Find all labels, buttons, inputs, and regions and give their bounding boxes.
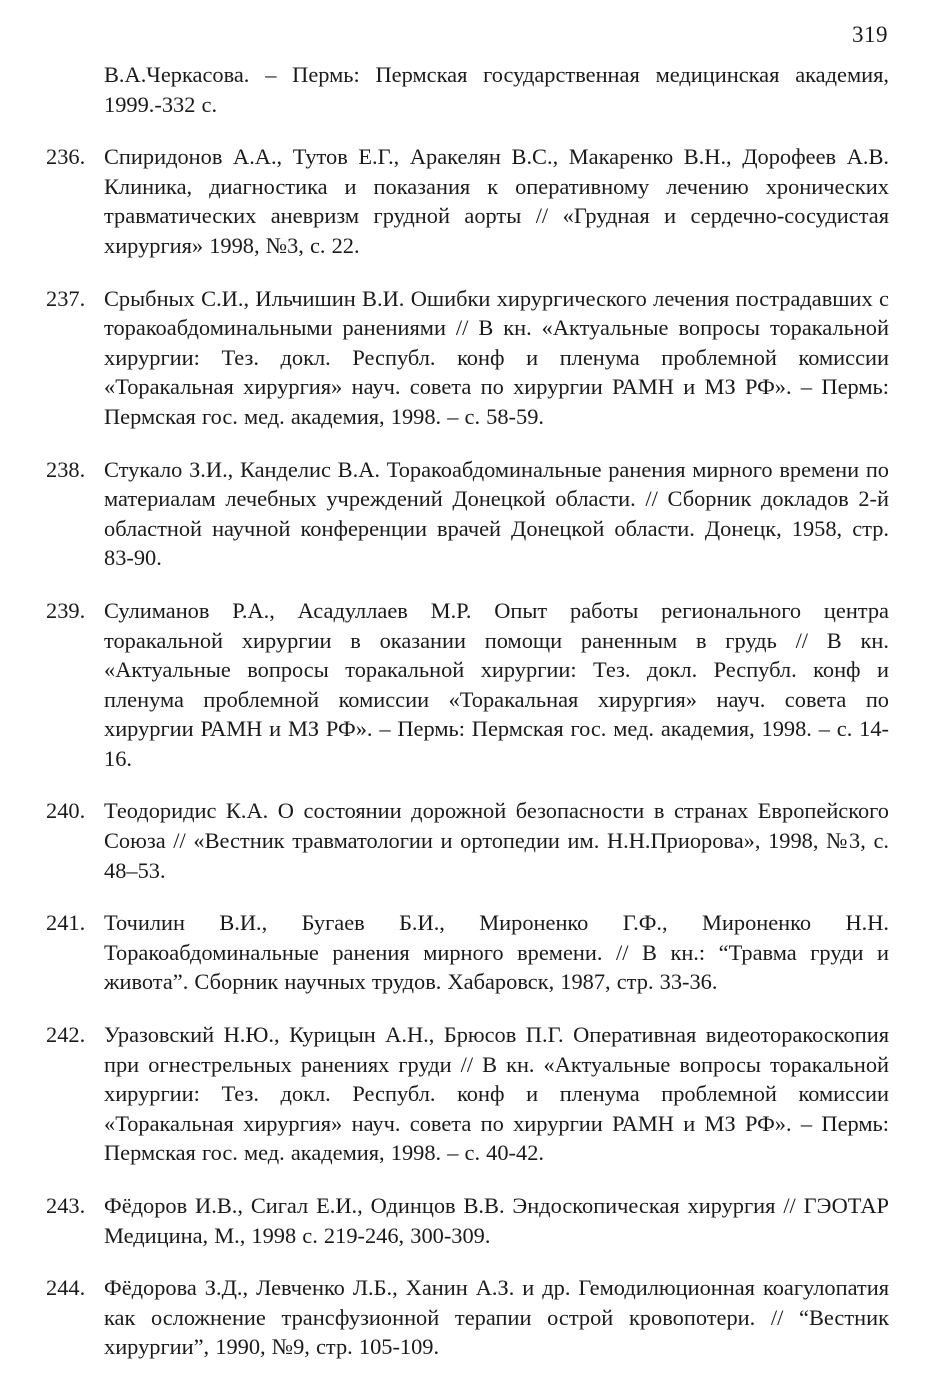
reference-number: 238. [46, 456, 86, 482]
reference-entry-241 [46, 908, 889, 997]
reference-entry-239 [46, 596, 889, 774]
reference-text: Уразовский Н.Ю., Курицын А.Н., Брюсов П.Г. Оперативная видеоторакоскопия при огнестрельных ранениях груди // В кн. «Актуальные вопросы торакальной хирургии: Тез. докл. Республ. конф и пленума проблемной комиссии «Торакальная хирургия» науч. совета по хирургии РАМН и МЗ РФ». – Пермь: Пермская гос. мед. академия, 1998. – с. 40-42. [104, 1022, 889, 1166]
reference-text: В.А.Черкасова. – Пермь: Пермская государственная медицинская академия, 1999.-332 с. [104, 62, 889, 117]
reference-text: Фёдорова З.Д., Левченко Л.Б., Ханин А.З. и др. Гемодилюционная коагулопатия как осложнение трансфузионной терапии острой кровопотери. // “Вестник хирургии”, 1990, №9, стр. 105-109. [104, 1275, 889, 1360]
reference-number: 239. [46, 597, 86, 623]
reference-entry-237 [46, 284, 889, 432]
reference-number: 240. [46, 798, 86, 824]
reference-entry-240 [46, 796, 889, 885]
reference-number: 242. [46, 1022, 86, 1048]
reference-text: Точилин В.И., Бугаев Б.И., Мироненко Г.Ф., Мироненко Н.Н. Торакоабдоминальные ранения мирного времени. // В кн.: “Травма груди и живота”. Сборник научных трудов. Хабаровск, 1987, стр. 33-36. [104, 910, 889, 995]
reference-text: Срыбных С.И., Ильчишин В.И. Ошибки хирургического лечения пострадавших с торакоабдоминальными ранениями // В кн. «Актуальные вопросы торакальной хирургии: Тез. докл. Республ. конф и пленума проблемной комиссии «Торакальная хирургия» науч. совета по хирургии РАМН и МЗ РФ». – Пермь: Пермская гос. мед. академия, 1998. – с. 58-59. [104, 285, 889, 429]
reference-number: 237. [46, 285, 86, 311]
reference-number: 243. [46, 1193, 86, 1218]
reference-entry-238 [46, 455, 889, 573]
reference-list [46, 60, 889, 1362]
page-number: 319 [852, 22, 888, 47]
reference-text: Сулиманов Р.А., Асадуллаев М.Р. Опыт работы регионального центра торакальной хирургии в оказании помощи раненным в грудь // В кн. «Актуальные вопросы торакальной хирургии: Тез. докл. Республ. конф и пленума проблемной комиссии «Торакальная хирургия» науч. совета по хирургии РАМН и МЗ РФ». – Пермь: Пермская гос. мед. академия, 1998. – с. 14-16. [104, 597, 889, 771]
reference-text: Теодоридис К.А. О состоянии дорожной безопасности в странах Европейского Союза // «Вестник травматологии и ортопедии им. Н.Н.Приорова», 1998, №3, с. 48–53. [104, 798, 889, 883]
reference-entry-242 [46, 1020, 889, 1168]
reference-entry-236 [46, 142, 889, 260]
reference-text: Спиридонов А.А., Тутов Е.Г., Аракелян В.С., Макаренко В.Н., Дорофеев А.В. Клиника, диагностика и показания к оперативному лечению хронических травматических аневризм грудной аорты // «Грудная и сердечно-сосудистая хирургия» 1998, №3, с. 22. [104, 144, 889, 258]
reference-text: Фёдоров И.В., Сигал Е.И., Одинцов В.В. Эндоскопическая хирургия // ГЭОТАР Медицина, М., 1998 с. 219-246, 300-309. [104, 1193, 889, 1248]
reference-number: 241. [46, 910, 86, 936]
reference-number: 244. [46, 1275, 86, 1301]
reference-text: Стукало З.И., Канделис В.А. Торакоабдоминальные ранения мирного времени по материалам лечебных учреждений Донецкой области. // Сборник докладов 2-й областной научной конференции врачей Донецкой области. Донецк, 1958, стр. 83-90. [104, 456, 889, 571]
reference-number: 236. [46, 144, 86, 170]
reference-entry-244 [46, 1273, 889, 1362]
reference-entry-243 [46, 1191, 889, 1250]
reference-entry-continuation [46, 60, 889, 119]
